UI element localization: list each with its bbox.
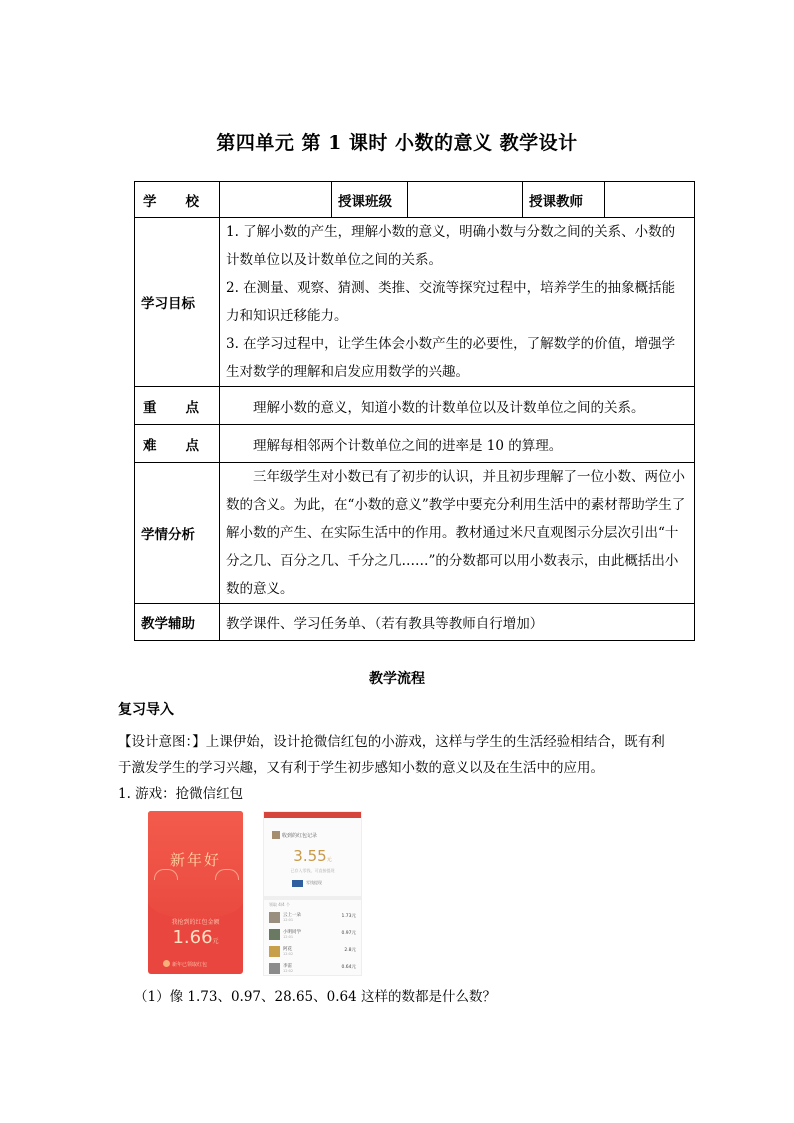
result-header: 收到的红包记录: [282, 833, 318, 839]
cloud-icon: [154, 869, 178, 880]
objective-item: 2. 在测量、观察、猜测、类推、交流等探究过程中，培养学生的抽象概括能力和知识迁移能力。: [226, 280, 676, 324]
list-item-name: 云上一朵: [283, 913, 301, 918]
game-label: 1. 游戏：抢微信红包: [118, 786, 244, 802]
list-item: [264, 927, 361, 944]
key-point-label: 重 点: [135, 387, 220, 425]
aids-text: 教学课件、学习任务单、（若有教具等教师自行增加）: [220, 604, 695, 641]
difficulty-row: [135, 425, 695, 463]
teacher-label: 授课教师: [523, 182, 605, 218]
list-item-amount: 2.8元: [344, 948, 356, 953]
envelope-greeting: 新年好: [169, 851, 221, 869]
difficulty-label: 难 点: [135, 425, 220, 463]
list-header: 领取 4/4 个: [269, 902, 290, 907]
difficulty-text: 理解每相邻两个计数单位之间的进率是 10 的算理。: [220, 425, 695, 463]
list-item: [264, 944, 361, 961]
aids-row: [135, 604, 695, 641]
card-icon: [292, 880, 303, 887]
question-text: （1）像 1.73、0.97、28.65、0.64 这样的数都是什么数？: [134, 989, 496, 1005]
list-item-time: 12:02: [283, 952, 294, 956]
key-point-row: [135, 387, 695, 425]
avatar: [269, 963, 280, 974]
divider: [264, 896, 361, 900]
envelope-amount: 1.66元: [172, 927, 219, 948]
card-text: 零钱提现: [306, 880, 322, 885]
list-item-amount: 0.64元: [341, 965, 356, 970]
envelope-footer: 新年已领取红包: [172, 962, 208, 968]
analysis-row: [135, 463, 695, 604]
list-item: [264, 910, 361, 927]
list-item-time: 12:01: [283, 935, 294, 939]
objectives-label: 学习目标: [135, 218, 220, 387]
list-item-time: 12:02: [283, 969, 294, 973]
section-title: 复习导入: [118, 702, 174, 718]
lesson-info-table: [134, 181, 695, 641]
avatar-icon: [163, 960, 170, 967]
result-top-bar: [264, 812, 361, 818]
list-item-time: 12:01: [283, 918, 294, 922]
red-envelope-result-image: [263, 811, 362, 976]
sender-avatar-icon: [272, 831, 280, 839]
list-item-amount: 0.97元: [341, 931, 356, 936]
school-value: [220, 182, 332, 218]
list-item-amount: 1.73元: [341, 914, 356, 919]
cloud-icon: [215, 869, 239, 880]
key-point-text: 理解小数的意义，知道小数的计数单位以及计数单位之间的关系。: [220, 387, 695, 425]
avatar: [269, 946, 280, 957]
result-amount: 3.55元: [293, 847, 332, 865]
avatar: [269, 929, 280, 940]
design-intent: 【设计意图：】上课伊始，设计抢微信红包的小游戏，这样与学生的生活经验相结合，既有利于激发学生的学习兴趣，又有利于学生初步感知小数的意义以及在生活中的应用。: [118, 734, 665, 776]
teacher-value: [605, 182, 695, 218]
flow-title: 教学流程: [369, 671, 425, 687]
objectives-row: [135, 218, 695, 387]
document-title: 第四单元 第 1 课时 小数的意义 教学设计: [216, 132, 578, 154]
objective-item: 3. 在学习过程中，让学生体会小数产生的必要性，了解数学的价值，增强学生对数学的理解和启发应用数学的兴趣。: [226, 336, 676, 380]
list-item: [264, 961, 361, 976]
analysis-text: 三年级学生对小数已有了初步的认识，并且初步理解了一位小数、两位小数的含义。为此，在“小数的意义”教学中要充分利用生活中的素材帮助学生了解小数的产生、在实际生活中的作用。教材通过米尺直观图示分层次引出“十分之几、百分之几、千分之几……”的分数都可以用小数表示，由此概括出小数的意义。: [220, 463, 695, 604]
list-item-name: 李雷: [283, 964, 292, 969]
aids-label: 教学辅助: [135, 604, 220, 641]
analysis-label: 学情分析: [135, 463, 220, 604]
list-item-name: 阿花: [283, 947, 292, 952]
red-envelope-image: [148, 811, 243, 974]
objectives-cell: [220, 218, 695, 387]
class-label: 授课班级: [332, 182, 408, 218]
school-label: 学 校: [135, 182, 220, 218]
objective-item: 1. 了解小数的产生，理解小数的意义，明确小数与分数之间的关系、小数的计数单位以及计数单位之间的关系。: [226, 224, 676, 268]
envelope-subtitle: 我抢到的红包金额: [171, 919, 220, 926]
result-note: 已存入零钱，可直接提现: [290, 868, 335, 873]
school-row: [135, 182, 695, 218]
avatar: [269, 912, 280, 923]
list-item-name: 小明同学: [283, 930, 301, 935]
class-value: [408, 182, 523, 218]
